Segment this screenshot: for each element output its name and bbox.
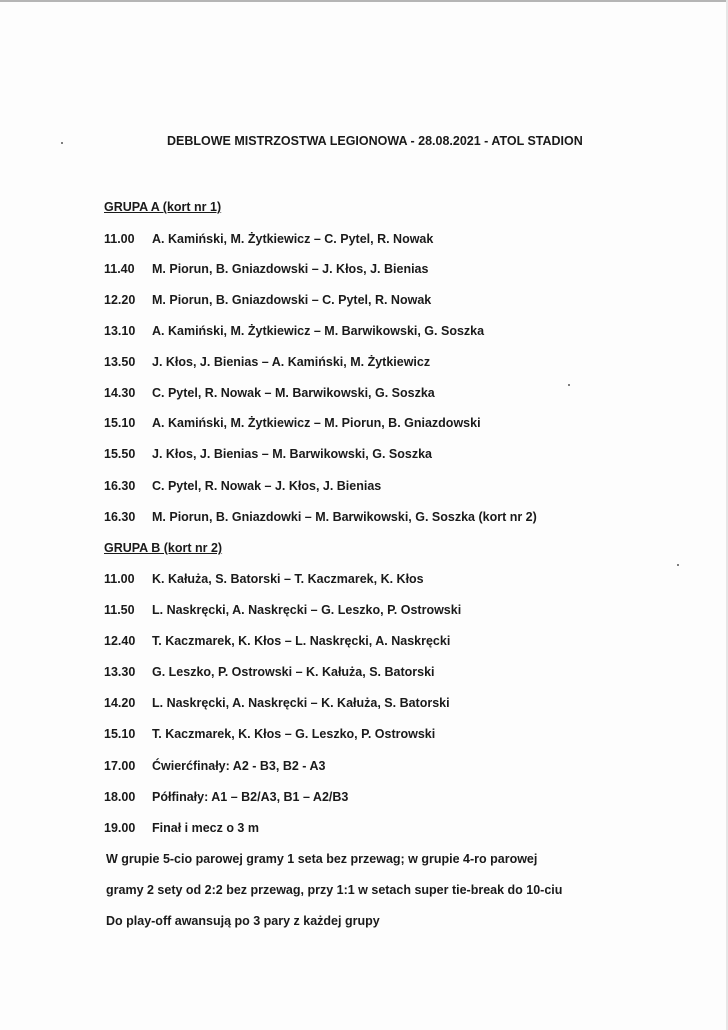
match-time: 13.10	[104, 324, 136, 338]
match-pairs: A. Kamiński, M. Żytkiewicz – C. Pytel, R. Nowak	[152, 232, 434, 246]
match-time: 11.40	[104, 262, 135, 276]
quarterfinals-row	[104, 759, 325, 773]
group-a-match-9	[104, 479, 381, 493]
group-a-match-2	[104, 262, 428, 276]
match-pairs: M. Piorun, B. Gniazdowski – C. Pytel, R. Nowak	[152, 293, 432, 307]
match-time: 16.30	[104, 510, 136, 524]
match-pairs: L. Naskręcki, A. Naskręcki – G. Leszko, P. Ostrowski	[152, 603, 462, 617]
match-pairs: M. Piorun, B. Gniazdowski – J. Kłos, J. Bienias	[152, 262, 429, 276]
group-b-heading: GRUPA B (kort nr 2)	[104, 541, 223, 555]
match-time: 12.40	[104, 634, 136, 648]
match-pairs: J. Kłos, J. Bienias – A. Kamiński, M. Żytkiewicz	[152, 355, 431, 369]
match-time: 17.00	[104, 759, 136, 773]
group-a-match-10	[104, 510, 537, 524]
match-pairs: K. Kałuża, S. Batorski – T. Kaczmarek, K. Kłos	[152, 572, 424, 586]
scan-speck	[61, 142, 63, 144]
document-title: DEBLOWE MISTRZOSTWA LEGIONOWA - 28.08.2021 - ATOL STADION	[167, 134, 583, 148]
match-pairs: M. Piorun, B. Gniazdowki – M. Barwikowski, G. Soszka (kort nr 2)	[152, 510, 537, 524]
match-pairs: A. Kamiński, M. Żytkiewicz – M. Piorun, B. Gniazdowski	[152, 416, 481, 430]
match-time: 18.00	[104, 790, 136, 804]
match-time: 14.20	[104, 696, 136, 710]
match-time: 13.30	[104, 665, 136, 679]
match-pairs: T. Kaczmarek, K. Kłos – L. Naskręcki, A. Naskręcki	[152, 634, 451, 648]
group-a-match-3	[104, 293, 431, 307]
match-time: 16.30	[104, 479, 136, 493]
group-a-match-6	[104, 386, 435, 400]
group-b-match-1	[104, 572, 424, 586]
scan-edge-top	[0, 0, 728, 2]
match-time: 11.50	[104, 603, 135, 617]
match-pairs: C. Pytel, R. Nowak – M. Barwikowski, G. Soszka	[152, 386, 435, 400]
match-pairs: Półfinały: A1 – B2/A3, B1 – A2/B3	[152, 790, 349, 804]
match-pairs: G. Leszko, P. Ostrowski – K. Kałuża, S. Batorski	[152, 665, 435, 679]
match-time: 15.10	[104, 416, 136, 430]
match-pairs: C. Pytel, R. Nowak – J. Kłos, J. Bienias	[152, 479, 382, 493]
group-b-match-6	[104, 727, 435, 741]
match-pairs: Finał i mecz o 3 m	[152, 821, 259, 835]
match-pairs: T. Kaczmarek, K. Kłos – G. Leszko, P. Ostrowski	[152, 727, 436, 741]
group-b-match-2	[104, 603, 461, 617]
match-time: 14.30	[104, 386, 136, 400]
group-a-match-5	[104, 355, 430, 369]
match-time: 11.00	[104, 572, 135, 586]
match-time: 15.10	[104, 727, 136, 741]
group-a-match-4	[104, 324, 484, 338]
group-a-heading: GRUPA A (kort nr 1)	[104, 200, 222, 214]
semifinals-row	[104, 790, 348, 804]
group-a-match-7	[104, 416, 481, 430]
rules-note-1: W grupie 5-cio parowej gramy 1 seta bez przewag; w grupie 4-ro parowej	[106, 852, 538, 866]
match-pairs: L. Naskręcki, A. Naskręcki – K. Kałuża, S. Batorski	[152, 696, 450, 710]
match-time: 12.20	[104, 293, 136, 307]
group-b-match-3	[104, 634, 450, 648]
match-pairs: J. Kłos, J. Bienias – M. Barwikowski, G. Soszka	[152, 447, 432, 461]
match-time: 13.50	[104, 355, 136, 369]
group-a-match-8	[104, 447, 432, 461]
rules-note-3: Do play-off awansują po 3 pary z każdej grupy	[106, 914, 380, 928]
match-time: 19.00	[104, 821, 136, 835]
match-time: 11.00	[104, 232, 135, 246]
match-pairs: Ćwierćfinały: A2 - B3, B2 - A3	[152, 759, 326, 773]
scan-speck	[677, 564, 679, 566]
rules-note-2: gramy 2 sety od 2:2 bez przewag, przy 1:1 w setach super tie-break do 10-ciu	[106, 883, 563, 897]
group-b-match-4	[104, 665, 435, 679]
group-b-match-5	[104, 696, 450, 710]
group-a-match-1	[104, 232, 433, 246]
final-row	[104, 821, 259, 835]
match-time: 15.50	[104, 447, 136, 461]
match-pairs: A. Kamiński, M. Żytkiewicz – M. Barwikowski, G. Soszka	[152, 324, 485, 338]
scan-speck	[568, 384, 570, 386]
